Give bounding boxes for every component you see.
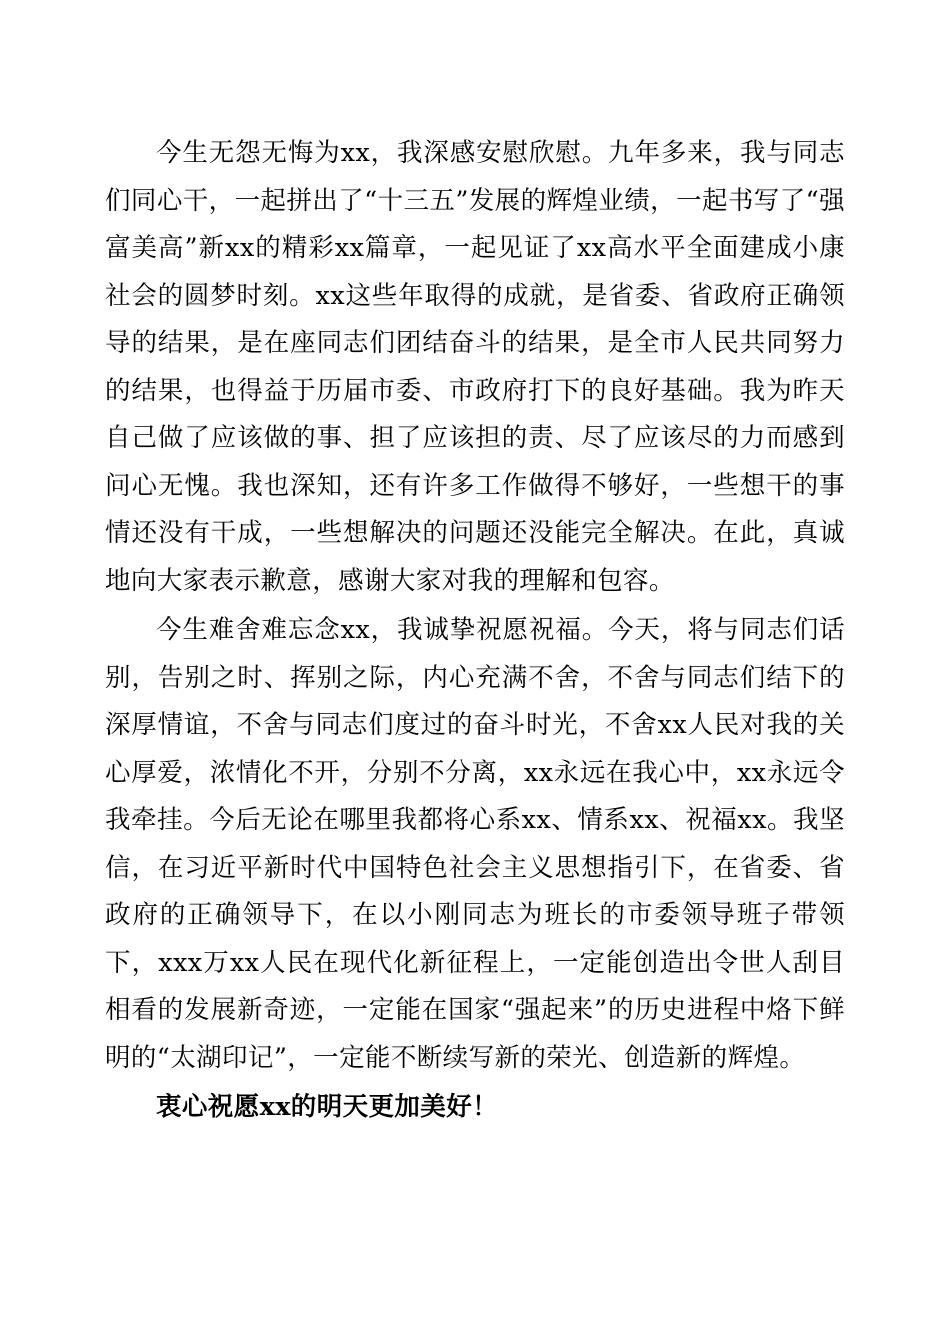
paragraph-3: 衷心祝愿xx的明天更加美好！ [156,1092,499,1122]
paragraph-1: 今生无怨无悔为xx，我深感安慰欣慰。九年多来，我与同志们同心干，一起拼出了“十三五”发展的辉煌业绩，一起书写了“强富美高”新xx的精彩xx篇章，一起见证了xx高水平全面建成小康社会的圆梦时刻。xx这些年取得的成就，是省委、省政府正确领导的结果，是在座同志们团结奋斗的结果，是全市人民共同努力的结果，也得益于历届市委、市政府打下的良好基础。我为昨天自己做了应该做的事、担了应该担的责、尽了应该尽的力而感到问心无愧。我也深知，还有许多工作做得不够好，一些想干的事情还没有干成，一些想解决的问题还没能完全解决。在此，真诚地向大家表示歉意，感谢大家对我的理解和包容。 [105,138,845,596]
document-body [105,130,845,1132]
paragraph-2: 今生难舍难忘念xx，我诚挚祝愿祝福。今天，将与同志们话别，告别之时、挥别之际，内心充满不舍，不舍与同志们结下的深厚情谊，不舍与同志们度过的奋斗时光，不舍xx人民对我的关心厚爱，浓情化不开，分别不分离，xx永远在我心中，xx永远令我牵挂。今后无论在哪里我都将心系xx、情系xx、祝福xx。我坚信，在习近平新时代中国特色社会主义思想指引下，在省委、省政府的正确领导下，在以小刚同志为班长的市委领导班子带领下，xxx万xx人民在现代化新征程上，一定能创造出令世人刮目相看的发展新奇迹，一定能在国家“强起来”的历史进程中烙下鲜明的“太湖印记”，一定能不断续写新的荣光、创造新的辉煌。 [105,615,845,1073]
